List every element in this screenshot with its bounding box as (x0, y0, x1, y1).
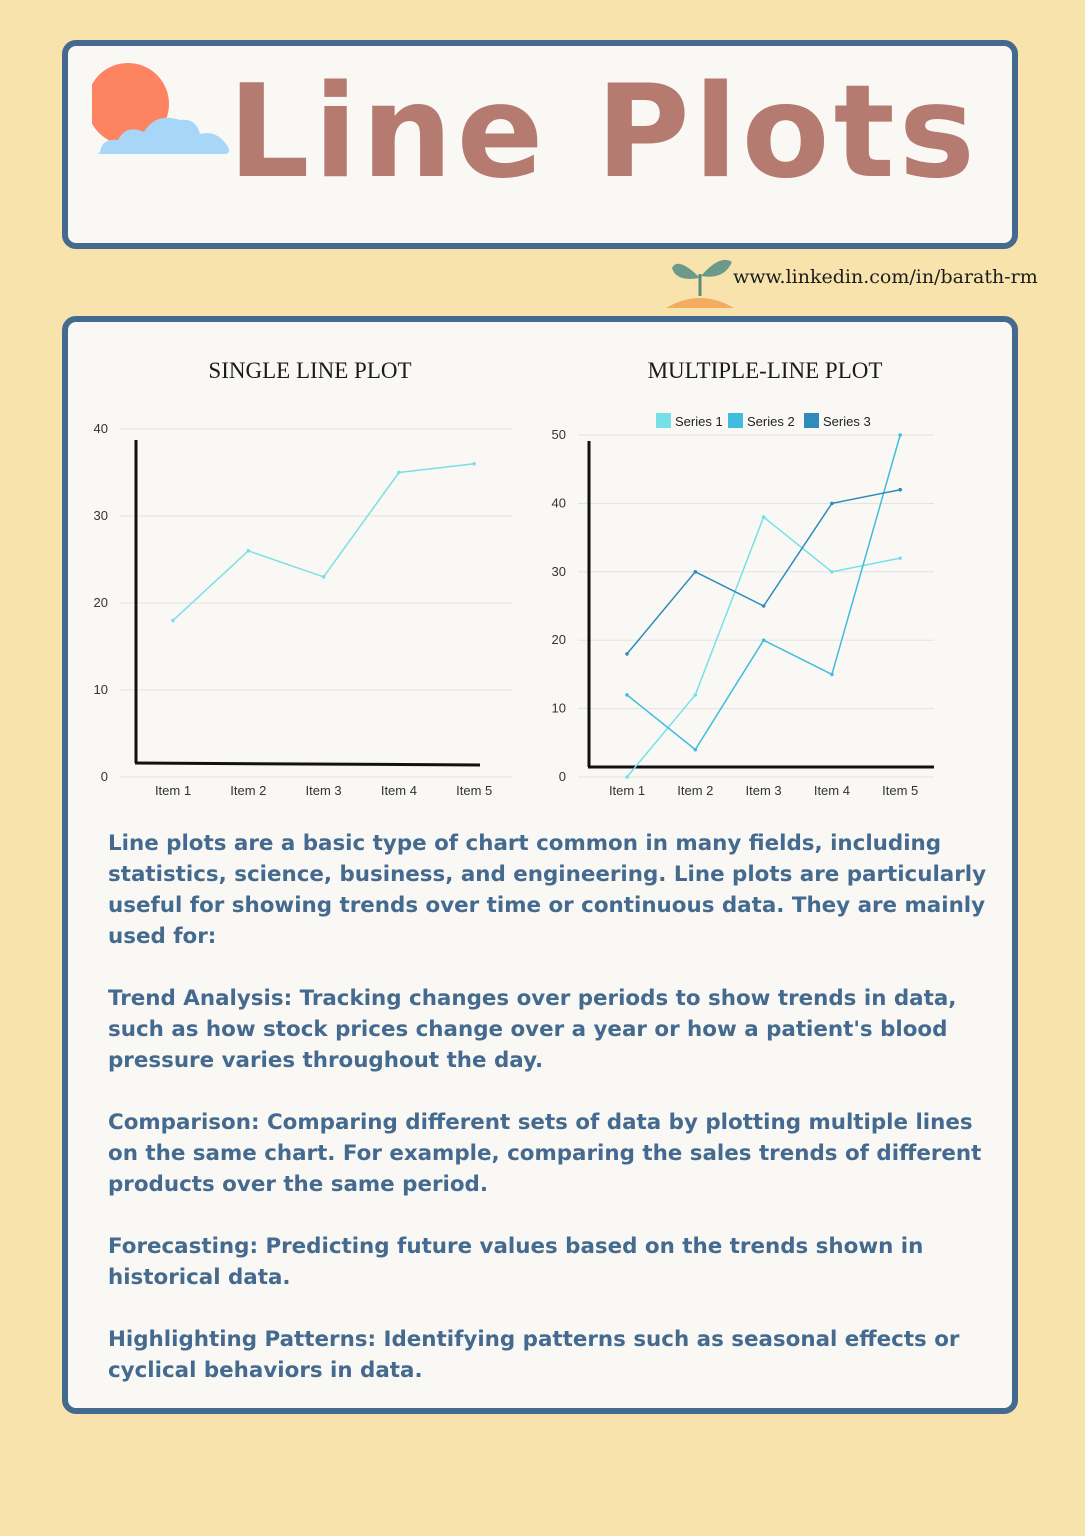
data-point (694, 570, 698, 574)
x-tick-label: Item 4 (813, 783, 850, 798)
x-tick-label: Item 5 (456, 783, 493, 798)
data-point (625, 652, 629, 656)
paragraph-intro: Line plots are a basic type of chart common in many fields, including statistics, science, business, and engineering. Line plots are particularly useful for showing trends over time or continuous data. They are mainly used for: (108, 831, 987, 949)
y-tick-label: 0 (100, 769, 108, 784)
x-axis (135, 763, 480, 765)
data-point (171, 619, 175, 623)
data-point (625, 775, 629, 779)
series-line-1 (173, 464, 474, 621)
chart1-title: SINGLE LINE PLOT (208, 358, 412, 383)
chart2-title: MULTIPLE-LINE PLOT (647, 358, 883, 383)
data-point (247, 549, 251, 553)
sun-cloud-icon (92, 60, 242, 170)
y-tick-label: 10 (551, 700, 566, 716)
data-point (898, 433, 902, 437)
data-point (762, 638, 766, 642)
data-point (898, 556, 902, 560)
data-point (762, 515, 766, 519)
paragraph-comparison: Comparison: Comparing different sets of data by plotting multiple lines on the same chart. For example, comparing the sales trends of different products over the same period. (108, 1110, 982, 1197)
y-tick-label: 0 (558, 769, 566, 784)
data-point (830, 570, 834, 574)
x-tick-label: Item 3 (305, 783, 342, 798)
x-tick-label: Item 2 (677, 783, 714, 798)
data-point (397, 471, 401, 475)
x-tick-label: Item 1 (154, 783, 192, 798)
y-tick-label: 50 (551, 427, 566, 442)
linkedin-link[interactable]: www.linkedin.com/in/barath-rm (733, 266, 1038, 288)
y-tick-label: 20 (551, 632, 566, 648)
y-tick-label: 10 (93, 682, 108, 697)
y-tick-label: 40 (551, 495, 566, 511)
legend-swatch (804, 413, 819, 428)
x-tick-label: Item 4 (380, 783, 417, 798)
sprout-icon (664, 252, 736, 312)
single-line-chart (93, 415, 530, 815)
multi-line-chart (551, 405, 960, 815)
body-text (108, 828, 988, 1417)
data-point (830, 673, 834, 677)
data-point (472, 462, 476, 466)
legend-label: Series 3 (823, 414, 871, 429)
series-line-1 (627, 517, 900, 777)
legend-label: Series 2 (747, 414, 795, 429)
paragraph-trend-analysis: Trend Analysis: Tracking changes over periods to show trends in data, such as how stock prices change over a year or how a patient's blood pressure varies throughout the day. (108, 986, 957, 1073)
data-point (762, 604, 766, 608)
data-point (898, 488, 902, 492)
legend-swatch (728, 413, 743, 428)
series-line-2 (627, 435, 900, 750)
data-point (830, 502, 834, 506)
x-tick-label: Item 3 (745, 783, 782, 798)
legend-label: Series 1 (675, 414, 723, 429)
paragraph-forecasting: Forecasting: Predicting future values based on the trends shown in historical data. (108, 1234, 924, 1290)
legend-swatch (656, 413, 671, 428)
page-title: Line Plots (228, 58, 979, 207)
y-tick-label: 20 (93, 595, 108, 610)
x-tick-label: Item 2 (230, 783, 267, 798)
x-tick-label: Item 1 (608, 783, 646, 798)
y-tick-label: 30 (93, 508, 108, 523)
data-point (694, 693, 698, 697)
paragraph-patterns: Highlighting Patterns: Identifying patterns such as seasonal effects or cyclical behaviors in data. (108, 1327, 960, 1383)
data-point (625, 693, 629, 697)
x-tick-label: Item 5 (882, 783, 919, 798)
data-point (694, 748, 698, 752)
y-tick-label: 40 (93, 421, 108, 436)
data-point (322, 575, 326, 579)
y-tick-label: 30 (551, 563, 566, 579)
